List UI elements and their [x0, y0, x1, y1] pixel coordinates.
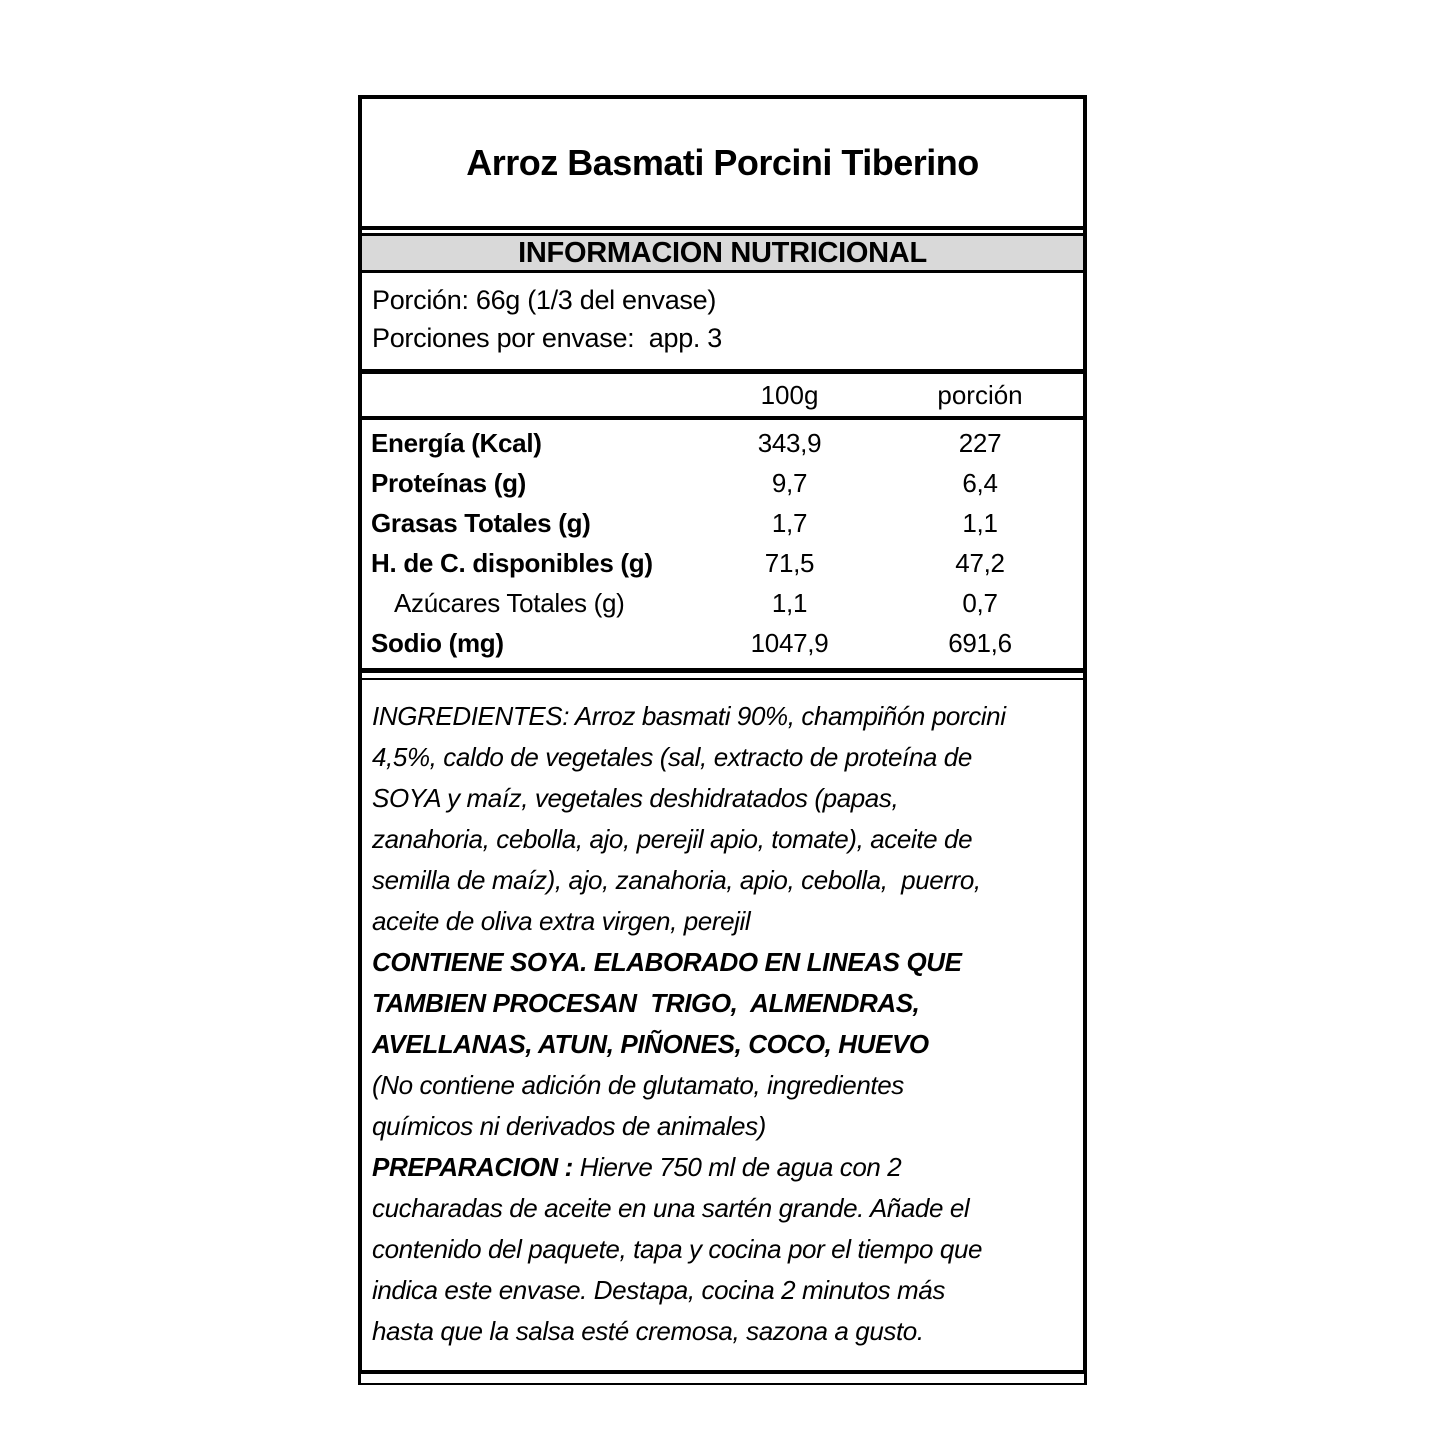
- column-header-100g: 100g: [760, 379, 819, 410]
- value-per-100g: 9,7: [771, 467, 808, 498]
- value-per-portion: 6,4: [962, 467, 998, 498]
- body-text-segment: cucharadas de aceite en una sartén grande. Añade el: [372, 1193, 970, 1223]
- nutrient-label: Proteínas (g): [371, 467, 527, 498]
- body-text-line: [372, 737, 1073, 778]
- servings-per-container-line: Porciones por envase: app. 3: [372, 323, 723, 353]
- value-per-portion: 691,6: [948, 627, 1012, 658]
- nutrient-label: Grasas Totales (g): [371, 507, 591, 538]
- value-per-100g: 1047,9: [750, 627, 829, 658]
- body-text-segment: contenido del paquete, tapa y cocina por el tiempo que: [372, 1234, 983, 1264]
- body-text-line: [372, 778, 1073, 819]
- nutrient-row: [362, 503, 1083, 543]
- value-per-portion: 47,2: [955, 547, 1005, 578]
- value-per-portion: 1,1: [962, 507, 998, 538]
- body-text-segment: semilla de maíz), ajo, zanahoria, apio, cebolla, puerro,: [372, 865, 981, 895]
- nutrient-row: [362, 543, 1083, 583]
- value-per-100g: 71,5: [764, 547, 815, 578]
- value-per-100g: 1,7: [771, 507, 808, 538]
- nutrient-row: [362, 463, 1083, 503]
- body-text-line: [372, 819, 1073, 860]
- product-title: Arroz Basmati Porcini Tiberino: [362, 99, 1083, 230]
- body-text-line: [372, 1065, 1073, 1106]
- body-text-segment: 4,5%, caldo de vegetales (sal, extracto de proteína de: [372, 742, 972, 772]
- nutrient-row: [362, 423, 1083, 463]
- body-text-line: [372, 901, 1073, 942]
- body-text-line: [372, 1229, 1073, 1270]
- body-text-line: [372, 860, 1073, 901]
- body-text-line: [372, 1270, 1073, 1311]
- body-text-line: [372, 1311, 1073, 1352]
- body-text-segment: Hierve 750 ml de agua con 2: [572, 1152, 902, 1182]
- body-text-segment: SOYA y maíz, vegetales deshidratados (papas,: [372, 783, 899, 813]
- nutrition-label: [358, 95, 1087, 1385]
- body-text-segment: zanahoria, cebolla, ajo, perejil apio, tomate), aceite de: [372, 824, 973, 854]
- nutrient-row: [362, 623, 1083, 663]
- nutrient-label: Energía (Kcal): [371, 427, 542, 458]
- body-text-line: [372, 1188, 1073, 1229]
- serving-section: [362, 273, 1083, 374]
- nutrient-row: [362, 583, 1083, 623]
- table-column-headers: [362, 374, 1083, 420]
- value-per-portion: 0,7: [962, 587, 998, 618]
- body-text-line: [372, 696, 1073, 737]
- body-text-segment: INGREDIENTES: Arroz basmati 90%, champiñón porcini: [372, 701, 1006, 731]
- body-text-line: [372, 942, 1073, 983]
- serving-size-line: Porción: 66g (1/3 del envase): [372, 285, 717, 315]
- body-text-segment: (No contiene adición de glutamato, ingredientes: [372, 1070, 904, 1100]
- column-header-portion: porción: [937, 379, 1023, 410]
- body-text-segment-bold: TAMBIEN PROCESAN TRIGO, ALMENDRAS,: [372, 988, 920, 1018]
- value-per-portion: 227: [958, 427, 1002, 458]
- nutrition-info-header: INFORMACION NUTRICIONAL: [362, 233, 1083, 273]
- nutrient-label: Azúcares Totales (g): [394, 587, 625, 618]
- value-per-100g: 1,1: [771, 587, 808, 618]
- nutrient-label: H. de C. disponibles (g): [371, 547, 653, 578]
- body-text-segment: indica este envase. Destapa, cocina 2 minutos más: [372, 1275, 945, 1305]
- body-text-segment: hasta que la salsa esté cremosa, sazona a gusto.: [372, 1316, 924, 1346]
- body-text-segment-bold: CONTIENE SOYA. ELABORADO EN LINEAS QUE: [372, 947, 962, 977]
- body-text-segment-bold: AVELLANAS, ATUN, PIÑONES, COCO, HUEVO: [372, 1029, 929, 1059]
- body-text-line: [372, 1147, 1073, 1188]
- ingredients-preparation-text: [362, 678, 1083, 1370]
- body-text-segment: aceite de oliva extra virgen, perejil: [372, 906, 751, 936]
- body-text-line: [372, 983, 1073, 1024]
- value-per-100g: 343,9: [757, 427, 822, 458]
- bottom-partial-border: [358, 1374, 1087, 1385]
- body-text-line: [372, 1106, 1073, 1147]
- nutrition-table: [362, 420, 1083, 673]
- nutrient-label: Sodio (mg): [371, 627, 504, 658]
- body-text-segment-bold: PREPARACION :: [372, 1152, 573, 1182]
- body-text-segment: químicos ni derivados de animales): [372, 1111, 766, 1141]
- body-text-line: [372, 1024, 1073, 1065]
- nutrition-label-box: [358, 95, 1087, 1374]
